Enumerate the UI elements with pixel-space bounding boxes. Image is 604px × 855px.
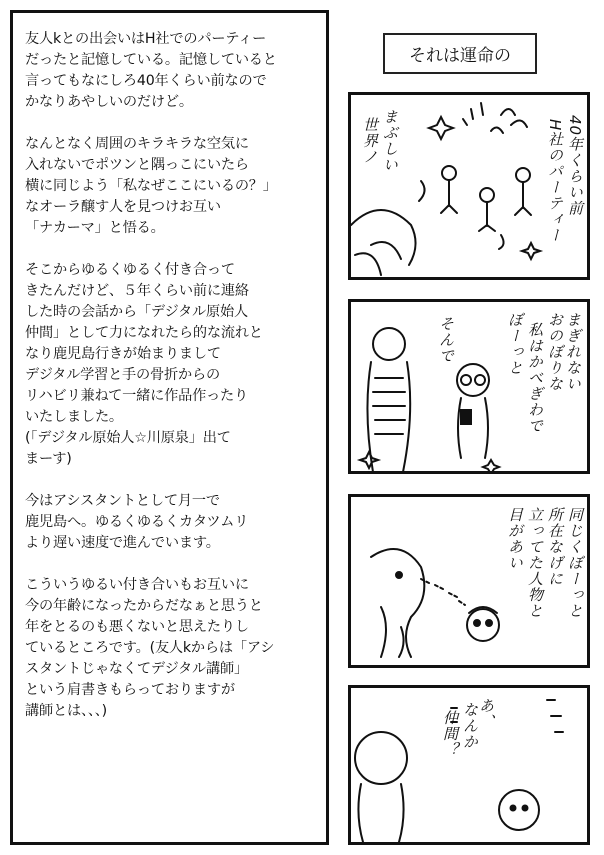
comic-panel-4: [348, 685, 590, 845]
panel-2-caption: ぼーっと: [506, 312, 524, 376]
panel-1-caption: まぶしい: [381, 109, 399, 173]
comic-panel-3: [348, 494, 590, 668]
essay-paragraph: こういうゆるい付き合いもお互いに 今の年齢になったからだなぁと思うと 年をとるのも悪くないと思えたりし ているところです。(友人kからは「アシ スタントじゃなくてデジタル講師」 という肩書きもらっておりますが 講師とは、、、): [25, 577, 275, 719]
comic-panel-1: [348, 92, 590, 280]
panel-2-caption: 私はかべぎわで: [526, 322, 544, 434]
panel-3-caption: 所在なげに: [546, 507, 564, 587]
panel-3-caption: 目があい: [506, 507, 524, 571]
panel-1-caption: 40年くらい前: [566, 115, 584, 217]
panel-4-caption: あ、: [477, 698, 495, 730]
essay-paragraph: 友人kとの出会いはH社でのパーティー だったと記憶している。記憶していると 言ってもなにしろ40年くらい前なので かなりあやしいのだけど。: [25, 31, 277, 110]
essay-text-box: [10, 10, 329, 845]
comic-title: それは運命の: [383, 33, 537, 74]
comic-panel-2: [348, 299, 590, 474]
panel-2-caption: そんで: [437, 316, 455, 364]
panel-2-caption: まぎれない: [564, 312, 582, 392]
panel-3-caption: 同じくぼーっと: [566, 507, 584, 619]
essay-paragraph: 今はアシスタントとして月一で 鹿児島へ。ゆるくゆるくカタツムリ より遅い速度で進んでいます。: [25, 493, 249, 551]
essay-paragraph: なんとなく周囲のキラキラな空気に 入れないでポツンと隅っこにいたら 横に同じよう「私なぜここにいるの？」 なオーラ醸す人を見つけお互い 「ナカーマ」と悟る。: [25, 136, 277, 236]
panel-2-caption: おのぼりな: [546, 312, 564, 392]
essay-paragraph: そこからゆるくゆるく付き合って きたんだけど、５年くらい前に連絡 した時の会話から「デジタル原始人 仲間」として力になれたら的な流れと なり鹿児島行きが始まりまして デジタル学習と手の骨折からの リハビリ兼ねて一緒に作品作ったり いたしました。 (「デジタル原始人☆川原泉」出て まーす): [25, 262, 263, 467]
panel-4-caption: 仲間？: [441, 710, 459, 758]
panel-1-caption: H社のパーティー: [546, 119, 564, 244]
panel-4-caption: なんか: [461, 702, 479, 750]
panel-3-caption: 立ってた人物と: [526, 507, 544, 619]
panel-1-caption: 世界ノ: [361, 117, 379, 165]
